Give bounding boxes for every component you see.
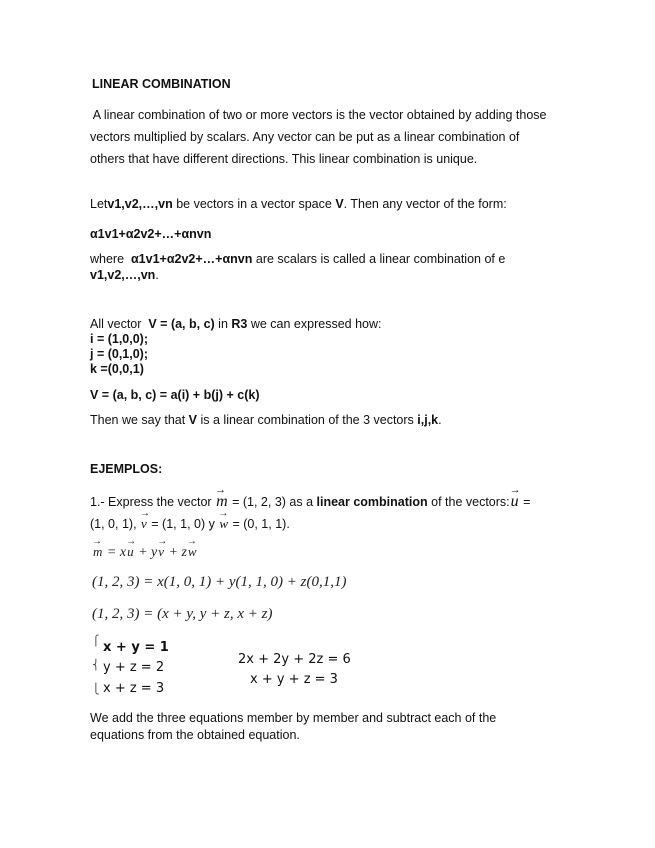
ex1-bold: linear combination: [316, 495, 428, 509]
period: .: [155, 268, 159, 282]
in-text: in: [214, 317, 232, 331]
ex1-post: of the vectors:: [427, 495, 510, 509]
intro-line-3: others that have different directions. This linear combination is unique.: [90, 152, 478, 166]
let-text: Let: [90, 197, 108, 211]
conclusion-v: V: [188, 413, 198, 427]
eq-sign: =: [519, 495, 531, 509]
left-brace-top: ⎧: [92, 636, 100, 647]
w-vector-symbol: → w: [218, 508, 229, 531]
intro-line-2: vectors multiplied by scalars. Any vector can be put as a linear combination of: [90, 130, 520, 144]
r3-intro-line: [90, 317, 381, 331]
where-text: where: [90, 252, 131, 266]
linear-form: α1v1+α2v2+…+αnvn: [90, 227, 212, 241]
r3-symbol: R3: [231, 317, 248, 331]
ex1-pre: 1.- Express the vector: [90, 495, 216, 509]
equation-3: (1, 2, 3) = (x + y, y + z, x + z): [92, 606, 273, 622]
v-definition: V = (a, b, c): [148, 317, 215, 331]
u-value: (1, 0, 1),: [90, 517, 137, 531]
equation-1: → m = x → u + y → v + z → w: [92, 536, 197, 560]
expressed-text: we can expressed how:: [247, 317, 382, 331]
all-vector-text: All vector: [90, 317, 149, 331]
system-eq-2: y + z = 2: [103, 660, 165, 675]
m-vector-symbol: → m: [92, 536, 103, 559]
arrow-icon: →: [218, 508, 229, 519]
left-brace-mid: ⎨: [92, 660, 100, 671]
conclusion-mid: is a linear combination of the 3 vectors: [197, 413, 418, 427]
u-vector-symbol: → u: [509, 484, 521, 510]
i-vector: i = (1,0,0);: [90, 332, 149, 346]
space-symbol: V: [335, 197, 344, 211]
v-equation: V = (a, b, c) = a(i) + b(j) + c(k): [90, 388, 260, 402]
example-1-line-1: [90, 484, 531, 510]
definition-line: [90, 197, 507, 211]
page-title: LINEAR COMBINATION: [92, 77, 231, 91]
arrow-icon: →: [92, 536, 102, 547]
conclusion-line: [90, 413, 442, 427]
arrow-icon: →: [509, 484, 521, 496]
where-form: α1v1+α2v2+…+αnvn: [131, 252, 253, 266]
v-value: = (1, 1, 0) y: [147, 517, 219, 531]
scalars-text: are scalars is called a linear combination of e: [252, 252, 506, 266]
conclusion-end: .: [438, 413, 442, 427]
be-vectors-text: be vectors in a vector space: [172, 197, 336, 211]
ex1-val: = (1, 2, 3) as a: [228, 495, 317, 509]
examples-title: EJEMPLOS:: [90, 462, 163, 476]
k-vector: k =(0,0,1): [90, 362, 144, 376]
left-brace-bottom: ⎩: [92, 684, 100, 695]
w-vector-symbol: → w: [186, 536, 197, 559]
sum-eq-1: 2x + 2y + 2z = 6: [238, 652, 351, 667]
u-vector-symbol: → u: [126, 536, 137, 559]
arrow-icon: →: [126, 536, 137, 547]
vectors-end: v1,v2,…,vn: [90, 268, 156, 282]
form-text: . Then any vector of the form:: [343, 197, 507, 211]
vectors-list: v1,v2,…,vn: [107, 197, 173, 211]
arrow-icon: →: [215, 484, 227, 496]
j-vector: j = (0,1,0);: [90, 347, 149, 361]
conclusion-pre: Then we say that: [90, 413, 189, 427]
intro-line-1: A linear combination of two or more vectors is the vector obtained by adding those: [90, 108, 547, 122]
where-line: [90, 252, 505, 266]
conclusion-vectors: i,j,k: [417, 413, 439, 427]
vectors-end-line: [90, 268, 159, 282]
equation-2: (1, 2, 3) = x(1, 0, 1) + y(1, 1, 0) + z(0,1,1): [92, 574, 347, 590]
example-1-line-2: [90, 508, 290, 531]
w-value: = (0, 1, 1).: [229, 517, 290, 531]
v-vector-symbol: → v: [157, 536, 168, 559]
v-vector-symbol: → v: [140, 508, 151, 531]
m-vector-symbol: → m: [215, 484, 228, 510]
closing-line-2: equations from the obtained equation.: [90, 728, 300, 742]
closing-line-1: We add the three equations member by member and subtract each of the: [90, 711, 497, 725]
arrow-icon: →: [186, 536, 197, 547]
arrow-icon: →: [140, 508, 151, 519]
system-eq-3: x + z = 3: [103, 681, 165, 696]
system-eq-1: x + y = 1: [103, 640, 169, 655]
sum-eq-2: x + y + z = 3: [250, 672, 338, 687]
arrow-icon: →: [157, 536, 168, 547]
